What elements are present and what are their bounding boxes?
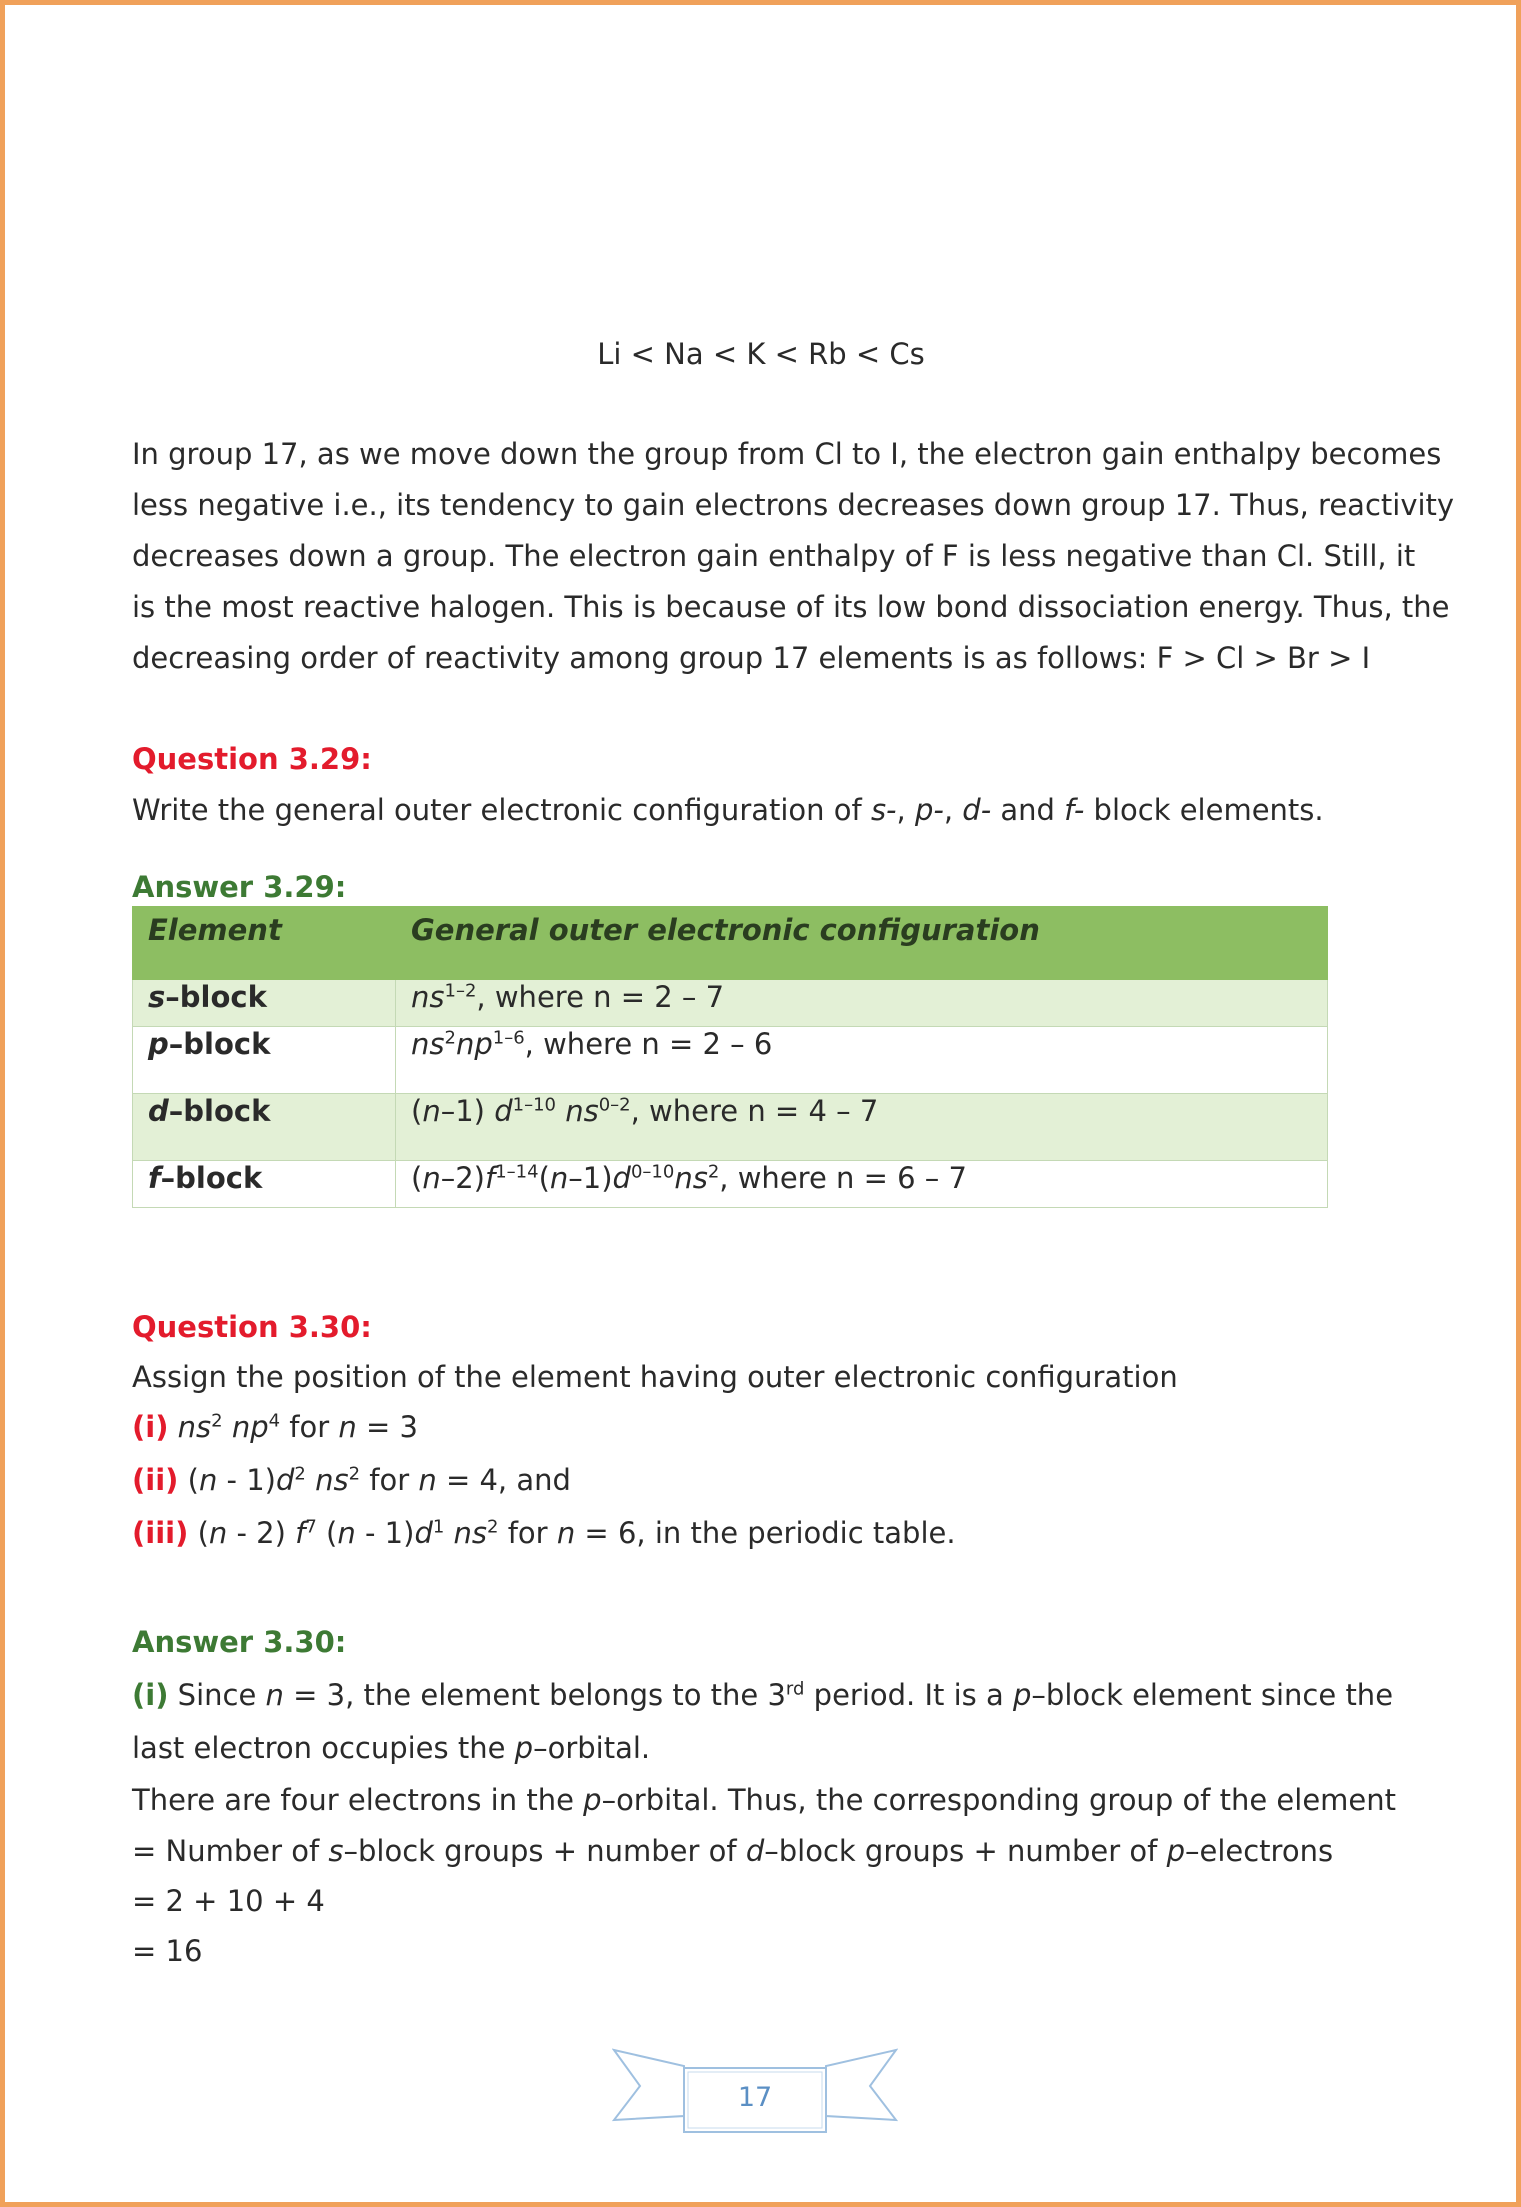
answer-3-30-line: = 2 + 10 + 4 xyxy=(132,1884,325,1918)
question-3-29-heading: Question 3.29: xyxy=(132,742,372,776)
cell-configuration: $ns^2np^{1-6}$, where n = 2 – 6 xyxy=(396,1027,1328,1094)
alkali-reactivity-series: Li < Na < K < Rb < Cs xyxy=(597,337,925,371)
paragraph-line: decreases down a group. The electron gain enthalpy of F is less negative than Cl. Still, it xyxy=(132,539,1416,573)
header-configuration: General outer electronic configuration xyxy=(396,907,1328,980)
cell-block-name: d–block xyxy=(133,1094,396,1161)
answer-3-30-line: last electron occupies the p–orbital. xyxy=(132,1731,651,1765)
cell-configuration: $ns^{1-2}$, where n = 2 – 7 xyxy=(396,980,1328,1027)
table-header-row xyxy=(133,907,1328,980)
answer-3-30-line: = 16 xyxy=(132,1934,203,1968)
question-3-30-part-iii: (iii) (n - 2) $f^7$ $(n - 1)d^1$ $ns^2$ for n = 6, in the periodic table. xyxy=(132,1516,956,1550)
cell-configuration: (n–1) $d^{1-10}$ $ns^{0-2}$, where n = 4 – 7 xyxy=(396,1094,1328,1161)
table-row xyxy=(133,1027,1328,1094)
answer-3-30-line: (i) Since n = 3, the element belongs to the 3rd period. It is a p–block element since the xyxy=(132,1678,1394,1712)
table-row xyxy=(133,1161,1328,1208)
paragraph-line: is the most reactive halogen. This is because of its low bond dissociation energy. Thus, the xyxy=(132,590,1450,624)
answer-3-29-heading: Answer 3.29: xyxy=(132,870,347,904)
question-3-29-text: Write the general outer electronic configuration of s-, p-, d- and f- block elements. xyxy=(132,793,1324,827)
page-number: 17 xyxy=(737,2082,773,2113)
answer-3-30-heading: Answer 3.30: xyxy=(132,1625,347,1659)
question-3-30-heading: Question 3.30: xyxy=(132,1310,372,1344)
answer-3-30-line: There are four electrons in the p–orbital. Thus, the corresponding group of the element xyxy=(132,1783,1397,1817)
group17-paragraph xyxy=(132,429,1455,684)
question-3-30-intro: Assign the position of the element having outer electronic configuration xyxy=(132,1360,1178,1394)
answer-3-30-line: = Number of s–block groups + number of d–block groups + number of p–electrons xyxy=(132,1834,1334,1868)
question-3-30-part-ii: (ii) $(n - 1)d^2$ $ns^2$ for n = 4, and xyxy=(132,1463,571,1497)
header-element: Element xyxy=(133,907,396,980)
table-row xyxy=(133,980,1328,1027)
cell-configuration: $(n-2)f^{1-14}(n-1)d^{0-10}ns^2$, where n = 6 – 7 xyxy=(396,1161,1328,1208)
cell-block-name: f–block xyxy=(133,1161,396,1208)
cell-block-name: p–block xyxy=(133,1027,396,1094)
paragraph-line: less negative i.e., its tendency to gain electrons decreases down group 17. Thus, reactivity xyxy=(132,488,1455,522)
question-3-30-part-i: (i) $ns^2$ $np^4$ for n = 3 xyxy=(132,1410,418,1444)
cell-block-name: s–block xyxy=(133,980,396,1027)
paragraph-line: In group 17, as we move down the group from Cl to I, the electron gain enthalpy becomes xyxy=(132,437,1442,471)
configuration-table xyxy=(132,906,1328,1208)
paragraph-line: decreasing order of reactivity among group 17 elements is as follows: F > Cl > Br > I xyxy=(132,641,1371,675)
table-row xyxy=(133,1094,1328,1161)
